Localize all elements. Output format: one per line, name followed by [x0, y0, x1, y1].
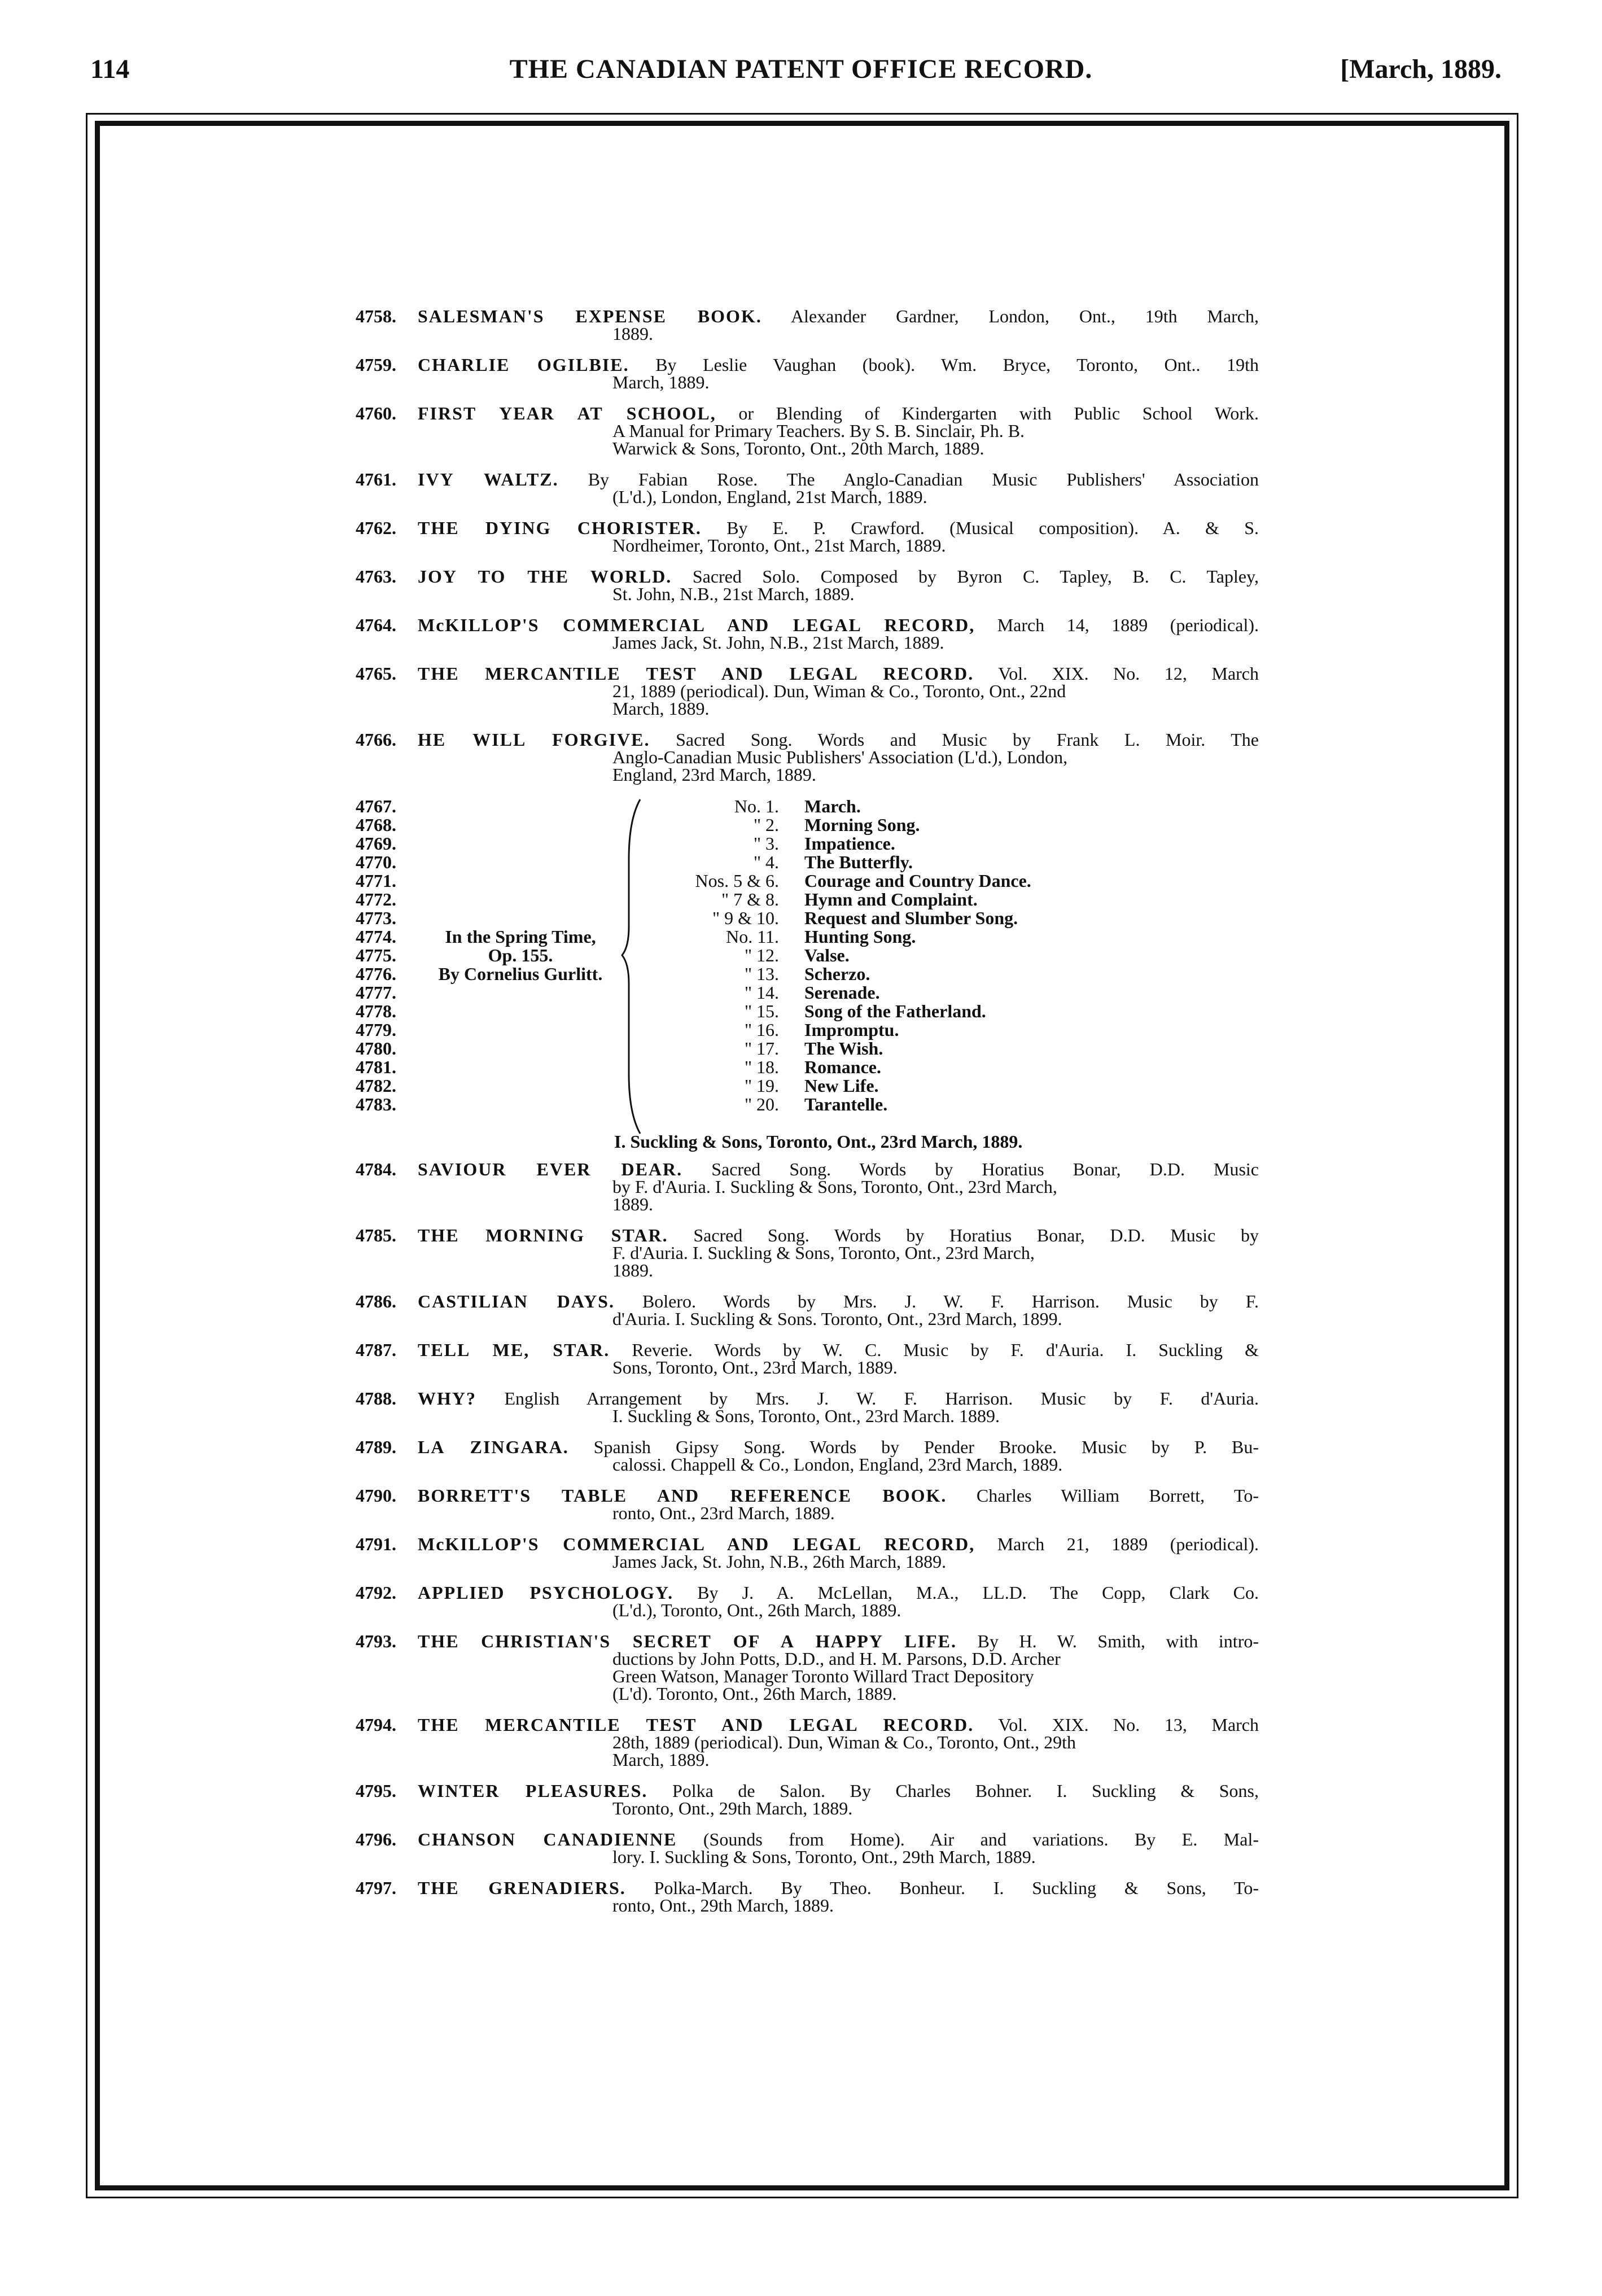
entry-first-line [356, 731, 1259, 749]
entry-details: Vol. XIX. No. 13, March [974, 1715, 1259, 1735]
entry-continuation: by F. d'Auria. I. Suckling & Sons, Toronto, Ont., 23rd March, [612, 1177, 1057, 1197]
group-opus-number: " 3. [753, 833, 779, 854]
entry-item [356, 1879, 1259, 1914]
group-piece-title: The Wish. [804, 1038, 883, 1059]
entry-continuation: A Manual for Primary Teachers. By S. B. Sinclair, Ph. B. [612, 421, 1025, 441]
entry-number: 4797. [356, 1878, 396, 1898]
entry-title: THE CHRISTIAN'S SECRET OF A HAPPY LIFE. [418, 1631, 957, 1651]
entry-continuation: Anglo-Canadian Music Publishers' Association (L'd.), London, [612, 747, 1068, 767]
entry-continuation: 28th, 1889 (periodical). Dun, Wiman & Co., Toronto, Ont., 29th [612, 1732, 1076, 1752]
entry-details: By H. W. Smith, with intro- [957, 1631, 1259, 1651]
entry-details: By J. A. McLellan, M.A., LL.D. The Copp, Clark Co. [673, 1582, 1259, 1603]
group-entry-number: 4774. [356, 926, 396, 947]
group-entry-number: 4780. [356, 1038, 396, 1059]
entry-item [356, 1633, 1259, 1703]
entry-details: Charles William Borrett, To- [947, 1485, 1259, 1506]
group-entry-number: 4779. [356, 1020, 396, 1040]
entry-details: Bolero. Words by Mrs. J. W. F. Harrison. Music by F. [614, 1291, 1259, 1311]
group-opus-numbers [632, 797, 802, 1114]
group-piece-title: Hunting Song. [804, 926, 916, 947]
issue-date: [March, 1889. [1340, 54, 1502, 84]
group-entry-number: 4778. [356, 1001, 396, 1021]
entry-details: or Blending of Kindergarten with Public School Work. [716, 403, 1259, 423]
entry-first-line [356, 1879, 1259, 1897]
entry-title: THE DYING CHORISTER. [418, 518, 702, 538]
entry-item [356, 1293, 1259, 1328]
entry-number: 4758. [356, 306, 396, 326]
entry-first-line [356, 1438, 1259, 1456]
entry-first-line [356, 1227, 1259, 1244]
entry-first-line [356, 519, 1259, 537]
entry-title: FIRST YEAR AT SCHOOL, [418, 403, 716, 423]
entry-continuation: 1889. [612, 1260, 653, 1280]
group-opus-number: " 20. [744, 1094, 779, 1114]
group-piece-title: March. [804, 796, 861, 816]
group-opus-number: " 13. [744, 964, 779, 984]
entry-title: WHY? [418, 1388, 476, 1409]
publication-title: THE CANADIAN PATENT OFFICE RECORD. [509, 54, 1093, 84]
entry-title: SALESMAN'S EXPENSE BOOK. [418, 306, 762, 326]
group-piece-title: Impatience. [804, 833, 895, 854]
group-piece-title: Hymn and Complaint. [804, 889, 978, 909]
entry-item [356, 1782, 1259, 1817]
entry-number: 4787. [356, 1340, 396, 1360]
group-publisher: I. Suckling & Sons, Toronto, Ont., 23rd March, 1889. [614, 1131, 1023, 1152]
entry-details: Sacred Solo. Composed by Byron C. Tapley, B. C. Tapley, [672, 566, 1259, 587]
entry-details: Polka-March. By Theo. Bonheur. I. Suckling & Sons, To- [625, 1878, 1259, 1898]
entry-item [356, 1716, 1259, 1769]
group-piece-title: Morning Song. [804, 815, 920, 835]
group-opus-number: " 7 & 8. [721, 889, 779, 909]
entry-first-line [356, 1341, 1259, 1359]
entry-item [356, 356, 1259, 391]
page-number: 114 [90, 54, 130, 84]
group-opus-number: " 9 & 10. [712, 908, 779, 928]
group-entry-number: 4770. [356, 852, 396, 872]
group-entry-number: 4767. [356, 796, 396, 816]
entry-item [356, 471, 1259, 506]
entry-first-line [356, 1633, 1259, 1650]
entry-number: 4790. [356, 1485, 396, 1506]
group-piece-title: Song of the Fatherland. [804, 1001, 986, 1021]
group-opus-number: " 4. [753, 852, 779, 872]
group-entry-number: 4781. [356, 1057, 396, 1077]
entry-title: THE GRENADIERS. [418, 1878, 626, 1898]
group-opus-number: " 16. [744, 1020, 779, 1040]
entry-continuation: (L'd.), Toronto, Ont., 26th March, 1889. [612, 1600, 901, 1620]
entry-continuation: Sons, Toronto, Ont., 23rd March, 1889. [612, 1357, 898, 1377]
group-piece-title: Request and Slumber Song. [804, 908, 1018, 928]
entry-first-line [356, 568, 1259, 585]
entry-title: HE WILL FORGIVE. [418, 729, 650, 750]
entry-number: 4793. [356, 1631, 396, 1651]
entry-number: 4759. [356, 355, 396, 375]
entry-list [356, 308, 1259, 1928]
entry-continuation: 1889. [612, 1194, 653, 1214]
entry-details: Spanish Gipsy Song. Words by Pender Brooke. Music by P. Bu- [568, 1437, 1259, 1457]
entry-item [356, 1341, 1259, 1376]
group-entry-number: 4776. [356, 964, 396, 984]
entry-continuation: England, 23rd March, 1889. [612, 764, 816, 785]
entry-title: BORRETT'S TABLE AND REFERENCE BOOK. [418, 1485, 947, 1506]
entry-title: CASTILIAN DAYS. [418, 1291, 615, 1311]
entry-details: By E. P. Crawford. (Musical composition). A. & S. [701, 518, 1259, 538]
entry-details: English Arrangement by Mrs. J. W. F. Harrison. Music by F. d'Auria. [476, 1388, 1259, 1409]
entry-continuation: Warwick & Sons, Toronto, Ont., 20th March, 1889. [612, 438, 984, 458]
entry-continuation: 21, 1889 (periodical). Dun, Wiman & Co., Toronto, Ont., 22nd [612, 681, 1066, 701]
group-opus-number: " 15. [744, 1001, 779, 1021]
entry-number: 4792. [356, 1582, 396, 1603]
entry-first-line [356, 1584, 1259, 1602]
entry-continuation: 1889. [612, 323, 653, 344]
entry-continuation: lory. I. Suckling & Sons, Toronto, Ont., 29th March, 1889. [612, 1847, 1036, 1867]
entry-list-bottom [356, 1161, 1259, 1914]
group-label [419, 928, 622, 983]
entry-details: Reverie. Words by W. C. Music by F. d'Auria. I. Suckling & [610, 1340, 1259, 1360]
entry-item [356, 308, 1259, 343]
entry-item [356, 616, 1259, 651]
entry-first-line [356, 1831, 1259, 1848]
entry-first-line [356, 471, 1259, 488]
group-piece-title: Serenade. [804, 982, 880, 1003]
entry-continuation: I. Suckling & Sons, Toronto, Ont., 23rd March. 1889. [612, 1406, 1000, 1426]
entry-number: 4785. [356, 1225, 396, 1245]
group-piece-title: Valse. [804, 945, 850, 965]
entry-continuation: ductions by John Potts, D.D., and H. M. Parsons, D.D. Archer [612, 1648, 1061, 1669]
group-piece-title: New Life. [804, 1075, 879, 1096]
group-label-line: In the Spring Time, [445, 926, 596, 947]
group-entry-number: 4775. [356, 945, 396, 965]
group-opus-number: " 17. [744, 1038, 779, 1059]
entry-title: JOY TO THE WORLD. [418, 566, 672, 587]
group-entry-number: 4782. [356, 1075, 396, 1096]
entry-item [356, 519, 1259, 554]
group-label-line: By Cornelius Gurlitt. [438, 964, 603, 984]
entry-title: LA ZINGARA. [418, 1437, 569, 1457]
group-opus-number: " 14. [744, 982, 779, 1003]
entry-details: Alexander Gardner, London, Ont., 19th March, [761, 306, 1259, 326]
entry-title: THE MERCANTILE TEST AND LEGAL RECORD. [418, 663, 974, 684]
entry-item [356, 1584, 1259, 1619]
entry-title: THE MORNING STAR. [418, 1225, 668, 1245]
entry-number: 4796. [356, 1829, 396, 1849]
entry-item [356, 1831, 1259, 1866]
entry-group-spring-time [356, 796, 1259, 1152]
entry-details: (Sounds from Home). Air and variations. By E. Mal- [677, 1829, 1259, 1849]
entry-continuation: (L'd). Toronto, Ont., 26th March, 1889. [612, 1683, 897, 1704]
entry-number: 4760. [356, 403, 396, 423]
entry-item [356, 1487, 1259, 1522]
entry-item [356, 665, 1259, 718]
group-titles [804, 797, 1256, 1114]
entry-title: McKILLOP'S COMMERCIAL AND LEGAL RECORD, [418, 615, 975, 635]
entry-item [356, 1438, 1259, 1473]
entry-details: Polka de Salon. By Charles Bohner. I. Suckling & Sons, [647, 1781, 1259, 1801]
entry-number: 4795. [356, 1781, 396, 1801]
entry-item [356, 1536, 1259, 1571]
entry-continuation: Nordheimer, Toronto, Ont., 21st March, 1889. [612, 535, 946, 556]
group-entry-number: 4768. [356, 815, 396, 835]
entry-number: 4784. [356, 1159, 396, 1179]
entry-item [356, 1390, 1259, 1425]
entry-title: CHARLIE OGILBIE. [418, 355, 629, 375]
group-piece-title: Scherzo. [804, 964, 870, 984]
entry-title: WINTER PLEASURES. [418, 1781, 648, 1801]
entry-first-line [356, 356, 1259, 374]
entry-title: THE MERCANTILE TEST AND LEGAL RECORD. [418, 1715, 974, 1735]
entry-continuation: Toronto, Ont., 29th March, 1889. [612, 1798, 853, 1818]
entry-details: By Fabian Rose. The Anglo-Canadian Music Publishers' Association [558, 469, 1259, 489]
group-piece-title: Tarantelle. [804, 1094, 888, 1114]
group-entry-number: 4771. [356, 871, 396, 891]
entry-continuation: March, 1889. [612, 1750, 710, 1770]
entry-continuation: (L'd.), London, England, 21st March, 1889. [612, 487, 927, 507]
entry-item [356, 405, 1259, 457]
entry-continuation: ronto, Ont., 23rd March, 1889. [612, 1503, 835, 1523]
entry-title: APPLIED PSYCHOLOGY. [418, 1582, 674, 1603]
entry-continuation: James Jack, St. John, N.B., 21st March, 1889. [612, 632, 944, 653]
entry-list-top [356, 308, 1259, 784]
entry-details: Vol. XIX. No. 12, March [974, 663, 1259, 684]
entry-continuation: James Jack, St. John, N.B., 26th March, 1889. [612, 1551, 947, 1572]
group-opus-number: No. 11. [726, 926, 779, 947]
entry-item [356, 1227, 1259, 1279]
entry-continuation: Green Watson, Manager Toronto Willard Tract Depository [612, 1666, 1034, 1686]
group-opus-number: " 2. [753, 815, 779, 835]
entry-title: IVY WALTZ. [418, 469, 559, 489]
entry-number: 4766. [356, 729, 396, 750]
entry-title: SAVIOUR EVER DEAR. [418, 1159, 683, 1179]
entry-first-line [356, 1293, 1259, 1310]
entry-first-line [356, 1716, 1259, 1734]
entry-first-line [356, 405, 1259, 422]
entry-first-line [356, 1536, 1259, 1553]
entry-number: 4791. [356, 1534, 396, 1554]
entry-details: March 21, 1889 (periodical). [975, 1534, 1259, 1554]
entry-first-line [356, 1161, 1259, 1178]
entry-number: 4786. [356, 1291, 396, 1311]
page-header [0, 54, 1602, 93]
group-entry-number: 4777. [356, 982, 396, 1003]
entry-item [356, 1161, 1259, 1213]
entry-continuation: March, 1889. [612, 372, 710, 392]
entry-continuation: F. d'Auria. I. Suckling & Sons, Toronto, Ont., 23rd March, [612, 1243, 1035, 1263]
group-entry-number: 4772. [356, 889, 396, 909]
entry-item [356, 568, 1259, 603]
entry-details: March 14, 1889 (periodical). [975, 615, 1259, 635]
group-entry-number: 4783. [356, 1094, 396, 1114]
group-opus-number: " 19. [744, 1075, 779, 1096]
entry-continuation: calossi. Chappell & Co., London, England, 23rd March, 1889. [612, 1454, 1063, 1475]
group-piece-title: Romance. [804, 1057, 881, 1077]
entry-details: By Leslie Vaughan (book). Wm. Bryce, Toronto, Ont.. 19th [629, 355, 1259, 375]
group-opus-number: " 18. [744, 1057, 779, 1077]
group-entry-number: 4769. [356, 833, 396, 854]
group-piece-title: The Butterfly. [804, 852, 913, 872]
entry-continuation: ronto, Ont., 29th March, 1889. [612, 1895, 834, 1915]
entry-item [356, 731, 1259, 784]
group-opus-number: Nos. 5 & 6. [695, 871, 779, 891]
entry-number: 4788. [356, 1388, 396, 1409]
entry-title: McKILLOP'S COMMERCIAL AND LEGAL RECORD, [418, 1534, 975, 1554]
entry-first-line [356, 1390, 1259, 1407]
entry-continuation: March, 1889. [612, 698, 710, 719]
entry-title: TELL ME, STAR. [418, 1340, 610, 1360]
entry-title: CHANSON CANADIENNE [418, 1829, 677, 1849]
group-opus-number: " 12. [744, 945, 779, 965]
entry-continuation: d'Auria. I. Suckling & Sons. Toronto, Ont., 23rd March, 1899. [612, 1309, 1062, 1329]
entry-number: 4762. [356, 518, 396, 538]
entry-continuation: St. John, N.B., 21st March, 1889. [612, 584, 855, 604]
entry-details: Sacred Song. Words by Horatius Bonar, D.D. Music [682, 1159, 1259, 1179]
group-opus-number: No. 1. [734, 796, 779, 816]
entry-details: Sacred Song. Words by Horatius Bonar, D.D. Music by [668, 1225, 1259, 1245]
entry-number: 4763. [356, 566, 396, 587]
group-piece-title: Impromptu. [804, 1020, 899, 1040]
entry-first-line [356, 616, 1259, 634]
entry-first-line [356, 665, 1259, 683]
entry-first-line [356, 308, 1259, 325]
entry-number: 4765. [356, 663, 396, 684]
entry-number: 4764. [356, 615, 396, 635]
group-entry-number: 4773. [356, 908, 396, 928]
entry-number: 4789. [356, 1437, 396, 1457]
group-label-line: Op. 155. [488, 945, 553, 965]
entry-details: Sacred Song. Words and Music by Frank L. Moir. The [650, 729, 1259, 750]
entry-number: 4794. [356, 1715, 396, 1735]
group-numbers [356, 797, 412, 1114]
group-piece-title: Courage and Country Dance. [804, 871, 1031, 891]
entry-first-line [356, 1782, 1259, 1800]
entry-first-line [356, 1487, 1259, 1505]
entry-number: 4761. [356, 469, 396, 489]
